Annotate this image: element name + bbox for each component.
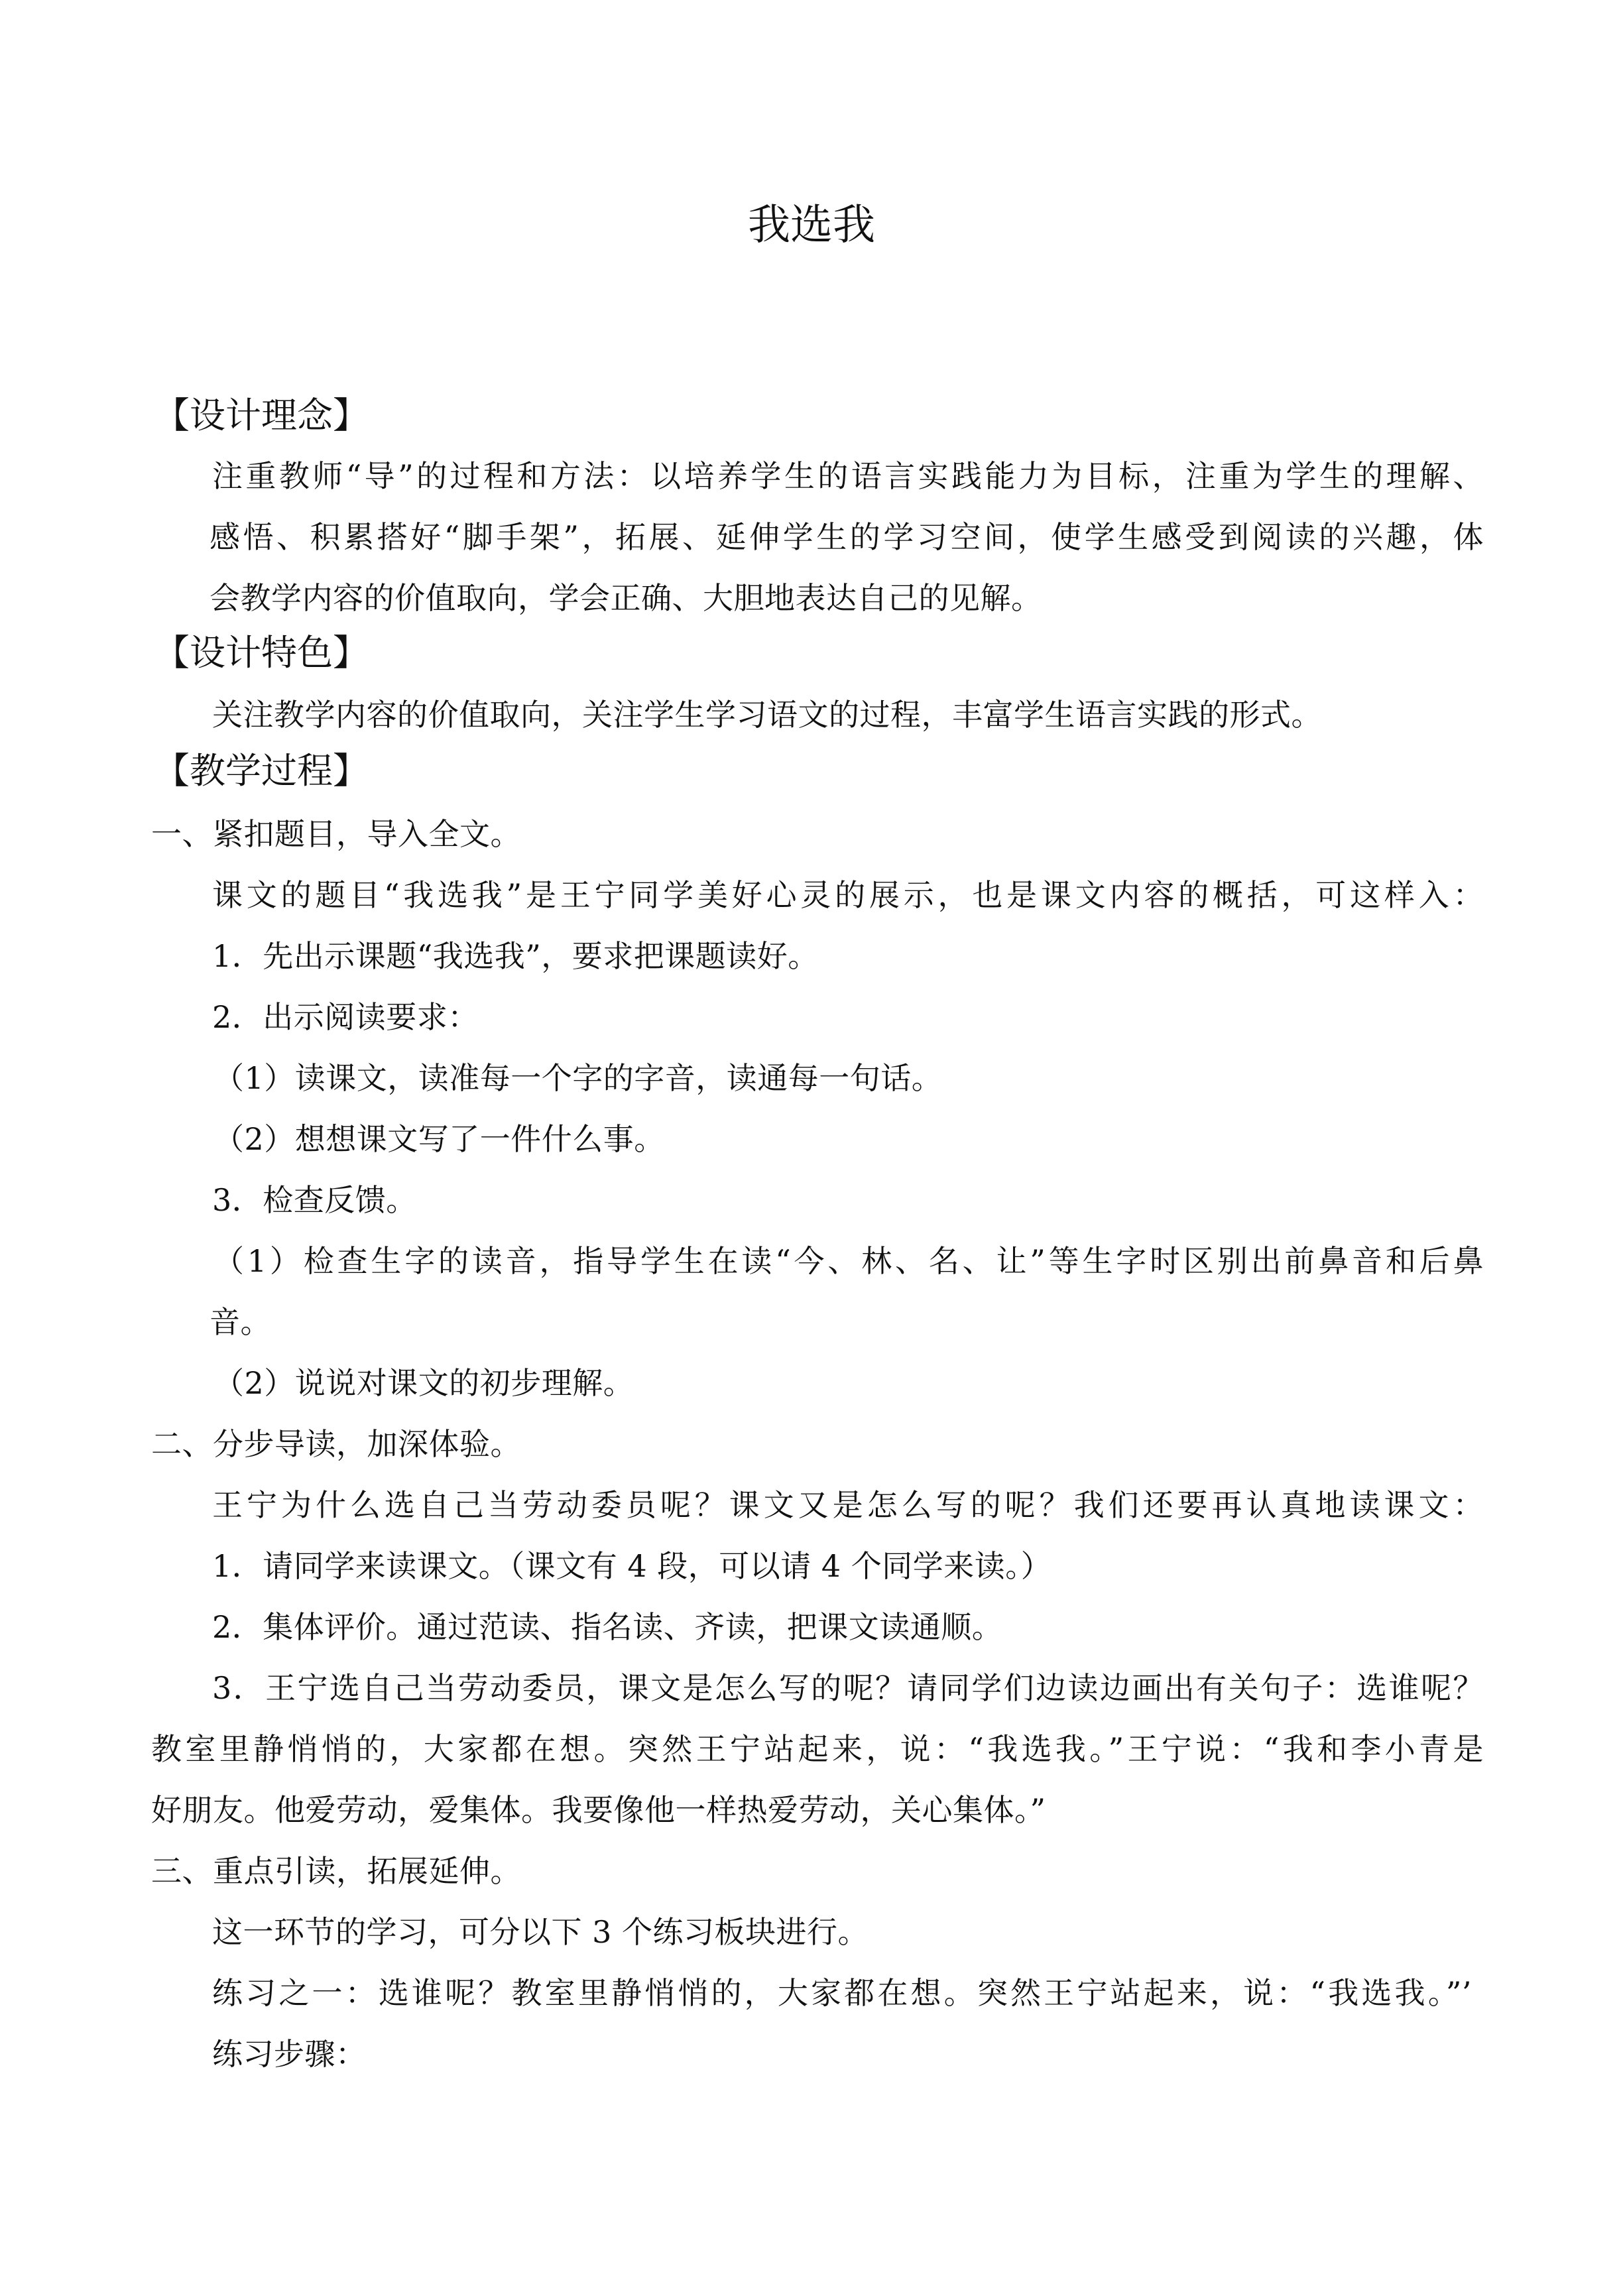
- paragraph-line: 注重教师“导”的过程和方法：以培养学生的语言实践能力为目标，注重为学生的理解、: [212, 458, 1484, 494]
- paragraph-line: 感悟、积累搭好“脚手架”，拓展、延伸学生的学习空间，使学生感受到阅读的兴趣，体: [210, 519, 1484, 555]
- paragraph-line: 音。: [210, 1304, 271, 1340]
- document-title: 我选我: [748, 201, 875, 250]
- paragraph-line: 1．先出示课题“我选我”，要求把课题读好。: [212, 938, 819, 974]
- paragraph-line: 会教学内容的价值取向，学会正确、大胆地表达自己的见解。: [210, 580, 1042, 616]
- paragraph-line: 练习步骤：: [212, 2036, 367, 2072]
- step-heading: 三、重点引读，拓展延伸。: [151, 1853, 521, 1889]
- paragraph-line: （1）检查生字的读音，指导学生在读“今、林、名、让”等生字时区别出前鼻音和后鼻: [213, 1243, 1484, 1279]
- paragraph-line: 关注教学内容的价值取向，关注学生学习语文的过程，丰富学生语言实践的形式。: [212, 697, 1322, 733]
- paragraph-line: 教室里静悄悄的，大家都在想。突然王宁站起来，说：“我选我。”王宁说：“我和李小青是: [151, 1731, 1484, 1767]
- section-heading-process: 【教学过程】: [154, 750, 369, 792]
- paragraph-line: 练习之一：选谁呢？教室里静悄悄的，大家都在想。突然王宁站起来，说：“我选我。”’: [212, 1975, 1472, 2011]
- section-heading-features: 【设计特色】: [154, 632, 369, 674]
- paragraph-line: 1．请同学来读课文。（课文有 4 段，可以请 4 个同学来读。）: [212, 1548, 1052, 1584]
- paragraph-line: 课文的题目“我选我”是王宁同学美好心灵的展示，也是课文内容的概括，可这样入：: [212, 877, 1484, 913]
- paragraph-line: 2．出示阅读要求：: [212, 999, 479, 1035]
- paragraph-line: （1）读课文，读准每一个字的字音，读通每一句话。: [213, 1060, 943, 1096]
- paragraph-line: 好朋友。他爱劳动，爱集体。我要像他一样热爱劳动，关心集体。”: [151, 1792, 1046, 1828]
- step-heading: 二、分步导读，加深体验。: [151, 1426, 521, 1462]
- section-heading-concept: 【设计理念】: [154, 394, 369, 436]
- paragraph-line: 王宁为什么选自己当劳动委员呢？课文又是怎么写的呢？我们还要再认真地读课文：: [212, 1487, 1484, 1523]
- step-heading: 一、紧扣题目，导入全文。: [151, 816, 521, 852]
- paragraph-line: 3．检查反馈。: [212, 1182, 417, 1218]
- paragraph-line: 3．王宁选自己当劳动委员，课文是怎么写的呢？请同学们边读边画出有关句子：选谁呢？: [212, 1670, 1484, 1706]
- paragraph-line: 2．集体评价。通过范读、指名读、齐读，把课文读通顺。: [212, 1609, 1003, 1645]
- paragraph-line: （2）想想课文写了一件什么事。: [213, 1121, 665, 1157]
- paragraph-line: 这一环节的学习，可分以下 3 个练习板块进行。: [212, 1914, 869, 1950]
- paragraph-line: （2）说说对课文的初步理解。: [213, 1365, 634, 1401]
